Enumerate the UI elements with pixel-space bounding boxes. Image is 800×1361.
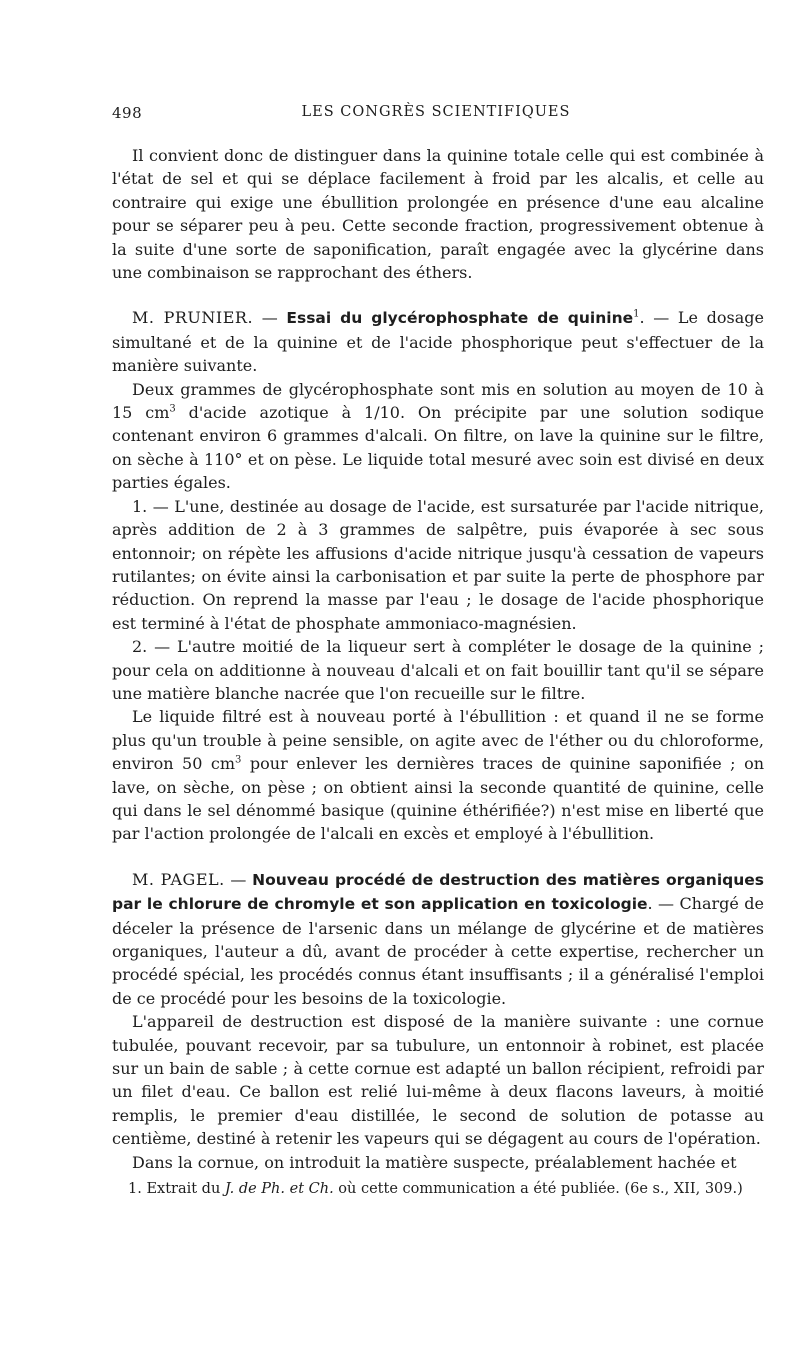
body-text (112, 144, 764, 1174)
paragraph-prunier-procedure: Deux grammes de glycérophosphate sont mis en solution au moyen de 10 à 15 $cm^3$ d'acide azotique à 1/10. On précipite par une solution sodique contenant environ 6 grammes d'alcali. On filtre, on lave la quinine sur le filtre, on sèche à 110° et on pèse. Le liquide total mesuré avec soin est divisé en deux parties égales. (112, 379, 765, 493)
section-prunier-intro: . — Le dosage simultané et de la quinine et de l'acide phosphorique peut s'effectuer de la manière suivante. (112, 308, 765, 376)
section-pagel-lead: M. PAGEL. — Nouveau procédé de destruction des matières organiques par le chlorure de chromyle et son application en toxicologie. — Chargé de déceler la présence de l'arsenic dans un mélange de glycérine et de matières organiques, l'auteur a dû, avant de procéder à cette expertise, rechercher un procédé spécial, les procédés connus étant insuffisants ; il a généralisé l'emploi de ce procédé pour les besoins de la toxicologie. (112, 869, 765, 1008)
footnote: 1. Extrait du J. de Ph. et Ch. où cette communication a été publiée. (6e s., XII, 309.) (128, 1181, 743, 1197)
section-pagel-intro: . — Chargé de déceler la présence de l'arsenic dans un mélange de glycérine et de matières organiques, l'auteur a dû, avant de procéder à cette expertise, rechercher un procédé spécial, les procédés connus étant insuffisants ; il a généralisé l'emploi de ce procédé pour les besoins de la toxicologie. (112, 894, 765, 1008)
paragraph-pagel-procedure: Dans la cornue, on introduit la matière suspecte, préalablement hachée et (132, 1152, 737, 1172)
paragraph-pagel-apparatus: L'appareil de destruction est disposé de la manière suivante : une cornue tubulée, pouvant recevoir, par sa tubulure, un entonnoir à robinet, est placée sur un bain de sable ; à cette cornue est adapté un ballon récipient, refroidi par un filet d'eau. Ce ballon est relié lui-même à deux flacons laveurs, à moitié remplis, le premier d'eau distillée, le second de solution de potasse au centième, destiné à retenir les vapeurs qui se dégagent au cours de l'opération. (112, 1012, 764, 1149)
page-number: 498 (112, 104, 143, 122)
section-pagel (112, 868, 764, 1174)
section-prunier-lead: M. PRUNIER. — Essai du glycérophosphate de quinine$^1$. — Le dosage simultané et de la quinine et de l'acide phosphorique peut s'effectuer de la manière suivante. (112, 308, 765, 376)
author-name: M. PRUNIER. (132, 308, 254, 328)
article-title: Essai du glycérophosphate de quinine (286, 309, 634, 328)
article-title: Nouveau procédé de destruction des matières organiques par le chlorure de chromyle et son application en toxicologie (112, 870, 765, 914)
footnote-source: J. de Ph. et Ch. (224, 1181, 334, 1197)
running-title: LES CONGRÈS SCIENTIFIQUES (301, 104, 571, 120)
running-head (112, 104, 760, 130)
paragraph-prunier-step-2: 2. — L'autre moitié de la liqueur sert à compléter le dosage de la quinine ; pour cela on additionne à nouveau d'alcali et on fait bouillir tant qu'il se sépare une matière blanche nacrée que l'on recueille sur le filtre. (112, 637, 764, 703)
section-prunier (112, 306, 764, 845)
paragraph-prunier-filtrate: Le liquide filtré est à nouveau porté à l'ébullition : et quand il ne se forme plus qu'un trouble à peine sensible, on agite avec de l'éther ou du chloroforme, environ 50 $cm^3$ pour enlever les dernières traces de quinine saponifiée ; on lave, on sèche, on pèse ; on obtient ainsi la seconde quantité de quinine, celle qui dans le sel dénommé basique (quinine éthérifiée?) n'est mise en liberté que par l'action prolongée de l'alcali en excès et employé à l'ébullition. (112, 707, 765, 844)
author-name: M. PAGEL. (132, 869, 225, 889)
paragraph-prunier-step-1: 1. — L'une, destinée au dosage de l'acide, est sursaturée par l'acide nitrique, après addition de 2 à 3 grammes de salpêtre, puis évaporée à sec sous entonnoir; on répète les affusions d'acide nitrique jusqu'à cessation de vapeurs rutilantes; on évite ainsi la carbonisation et par suite la perte de phosphore par réduction. On reprend la masse par l'eau ; le dosage de l'acide phosphorique est terminé à l'état de phosphate ammoniaco-magnésien. (112, 496, 764, 633)
footnote-marker: 1 (633, 309, 640, 321)
paragraph-quinine-fractions: Il convient donc de distinguer dans la quinine totale celle qui est combinée à l'état de sel et qui se déplace facilement à froid par les alcalis, et celle au contraire qui exige une ébullition prolongée en présence d'une eau alcaline pour se séparer peu à peu. Cette seconde fraction, progressivement obtenue à la suite d'une sorte de saponification, paraît engagée avec la glycérine dans une combinaison se rapprochant des éthers. (112, 146, 764, 283)
